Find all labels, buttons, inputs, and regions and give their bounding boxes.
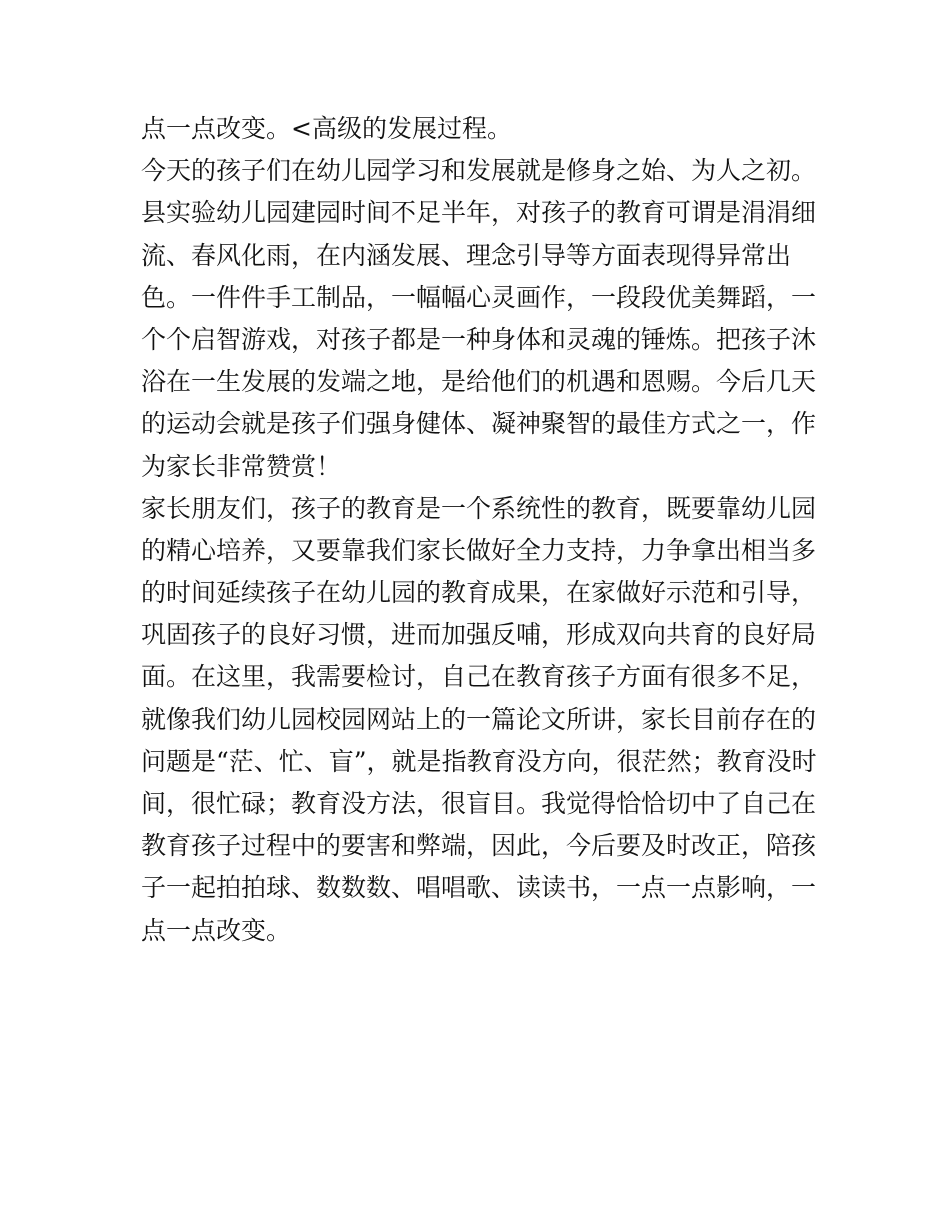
text-line: 面。在这里，我需要检讨，自己在教育孩子方面有很多不足， (141, 662, 817, 692)
text-line: 就像我们幼儿园校园网站上的一篇论文所讲，家长目前存在的 (141, 704, 817, 734)
text-line: 流、春风化雨，在内涵发展、理念引导等方面表现得异常出 (141, 240, 792, 270)
text-line: 问题是“茫、忙、盲”，就是指教育没方向，很茫然；教育没时 (141, 746, 817, 776)
text-line: 个个启智游戏，对孩子都是一种身体和灵魂的锤炼。把孩子沐 (141, 324, 817, 354)
text-line: 点一点改变。 (141, 915, 292, 945)
document-body-text (141, 108, 821, 952)
text-line: 巩固孩子的良好习惯，进而加强反哺，形成双向共育的良好局 (141, 620, 817, 650)
text-line: 教育孩子过程中的要害和弊端，因此，今后要及时改正，陪孩 (141, 831, 817, 861)
text-line: 家长朋友们，孩子的教育是一个系统性的教育，既要靠幼儿园 (141, 493, 817, 523)
text-line: 县实验幼儿园建园时间不足半年，对孩子的教育可谓是涓涓细 (141, 198, 817, 228)
text-line: 间，很忙碌；教育没方法，很盲目。我觉得恰恰切中了自己在 (141, 789, 817, 818)
text-line: 的运动会就是孩子们强身健体、凝神聚智的最佳方式之一，作 (141, 409, 817, 439)
text-line: 今天的孩子们在幼儿园学习和发展就是修身之始、为人之初。 (141, 156, 817, 186)
text-line: 的时间延续孩子在幼儿园的教育成果，在家做好示范和引导， (141, 578, 817, 608)
text-line: 为家长非常赞赏！ (141, 451, 342, 481)
text-line: 色。一件件手工制品，一幅幅心灵画作，一段段优美舞蹈，一 (141, 282, 817, 312)
text-line: 点一点改变。<高级的发展过程。 (141, 114, 512, 143)
text-line: 的精心培养，又要靠我们家长做好全力支持，力争拿出相当多 (141, 535, 817, 565)
text-line: 浴在一生发展的发端之地，是给他们的机遇和恩赐。今后几天 (141, 367, 817, 397)
text-line: 子一起拍拍球、数数数、唱唱歌、读读书，一点一点影响，一 (141, 873, 817, 903)
